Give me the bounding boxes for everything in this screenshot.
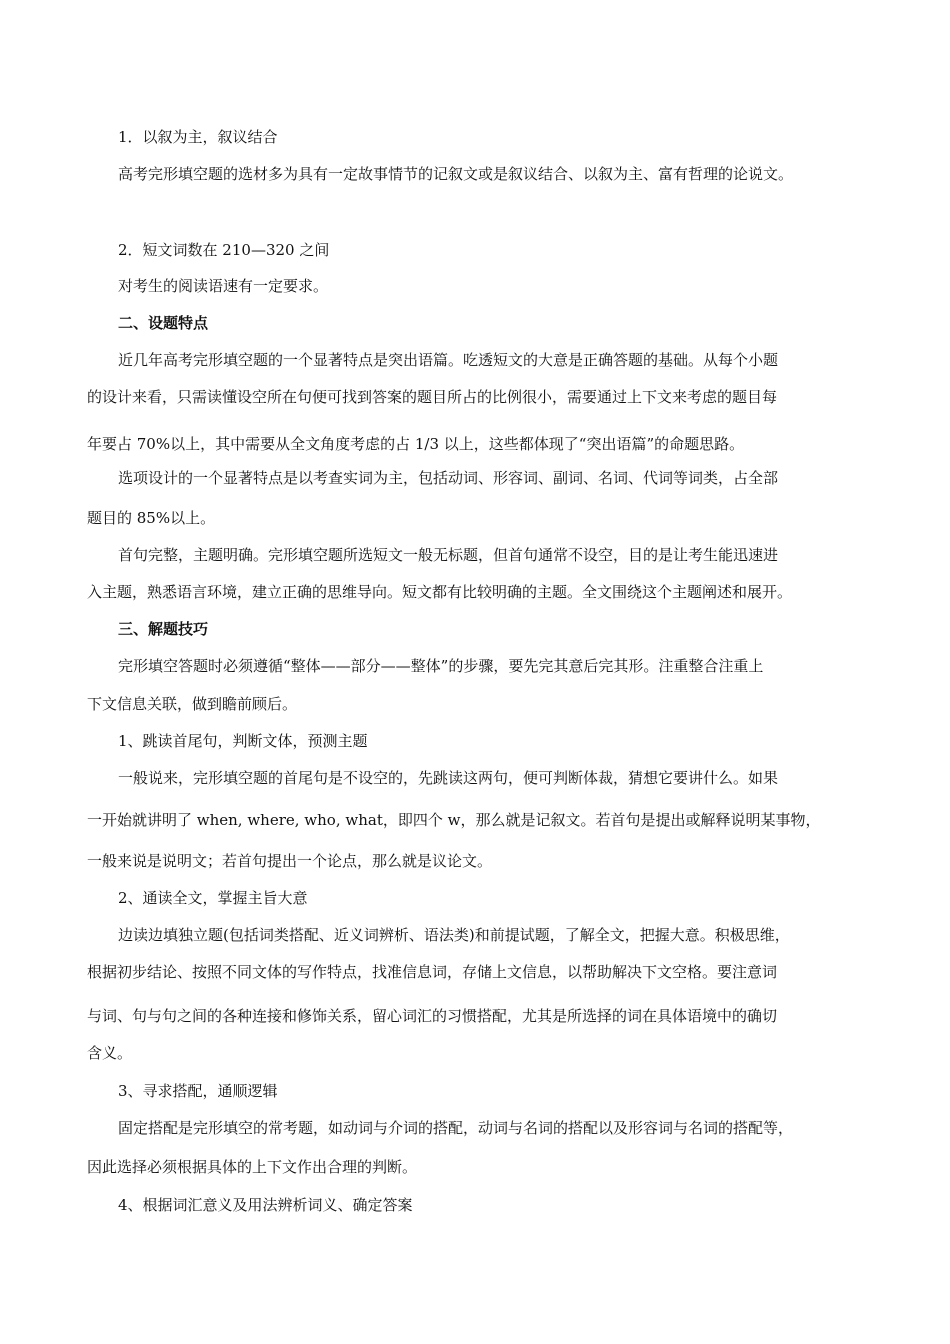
paragraph-line: 一开始就讲明了 when, where, who, what，即四个 w，那么就是记叙文。若首句是提出或解释说明某事物， [87, 811, 821, 829]
paragraph-line: 的设计来看，只需读懂设空所在句便可找到答案的题目所占的比例很小，需要通过上下文来考虑的题目每 [87, 388, 778, 406]
paragraph-line: 高考完形填空题的选材多为具有一定故事情节的记叙文或是叙议结合、以叙为主、富有哲理的论说文。 [118, 165, 794, 183]
subheading-collocation: 3、寻求搭配，通顺逻辑 [118, 1082, 278, 1100]
paragraph-line: 一般来说是说明文；若首句提出一个论点，那么就是议论文。 [87, 852, 493, 870]
paragraph-line: 选项设计的一个显著特点是以考查实词为主，包括动词、形容词、副词、名词、代词等词类，占全部 [118, 469, 779, 487]
paragraph-line: 下文信息关联，做到瞻前顾后。 [87, 695, 298, 713]
paragraph-line: 与词、句与句之间的各种连接和修饰关系，留心词汇的习惯搭配，尤其是所选择的词在具体语境中的确切 [87, 1007, 778, 1025]
subheading-read-through: 2、通读全文，掌握主旨大意 [118, 889, 308, 907]
paragraph-line: 含义。 [87, 1044, 133, 1062]
paragraph-line: 入主题，熟悉语言环境，建立正确的思维导向。短文都有比较明确的主题。全文围绕这个主题阐述和展开。 [87, 583, 793, 601]
paragraph-line: 题目的 85%以上。 [87, 509, 216, 527]
paragraph-line: 对考生的阅读语速有一定要求。 [118, 277, 329, 295]
paragraph-line: 边读边填独立题(包括词类搭配、近义词辨析、语法类)和前提试题，了解全文，把握大意。积极思维， [118, 926, 790, 944]
subheading-vocabulary: 4、根据词汇意义及用法辨析词义、确定答案 [118, 1196, 413, 1214]
paragraph-line: 根据初步结论、按照不同文体的写作特点，找准信息词，存储上文信息，以帮助解决下文空格。要注意词 [87, 963, 778, 981]
section-1-heading: 1．以叙为主，叙议结合 [118, 128, 278, 146]
heading-design-features: 二、设题特点 [118, 314, 209, 332]
section-2-heading: 2．短文词数在 210—320 之间 [118, 241, 330, 259]
paragraph-line: 因此选择必须根据具体的上下文作出合理的判断。 [87, 1158, 418, 1176]
subheading-skim-first-last: 1、跳读首尾句，判断文体，预测主题 [118, 732, 368, 750]
paragraph-line: 年要占 70%以上，其中需要从全文角度考虑的占 1/3 以上，这些都体现了“突出语篇”的命题思路。 [87, 435, 745, 453]
paragraph-line: 固定搭配是完形填空的常考题，如动词与介词的搭配，动词与名词的搭配以及形容词与名词的搭配等， [118, 1119, 794, 1137]
paragraph-line: 首句完整，主题明确。完形填空题所选短文一般无标题，但首句通常不设空，目的是让考生能迅速进 [118, 546, 779, 564]
heading-solving-techniques: 三、解题技巧 [118, 620, 209, 638]
paragraph-line: 完形填空答题时必须遵循“整体——部分——整体”的步骤，要先完其意后完其形。注重整合注重上 [118, 657, 764, 675]
paragraph-line: 一般说来，完形填空题的首尾句是不设空的，先跳读这两句，便可判断体裁，猜想它要讲什么。如果 [118, 769, 779, 787]
paragraph-line: 近几年高考完形填空题的一个显著特点是突出语篇。吃透短文的大意是正确答题的基础。从每个小题 [118, 351, 779, 369]
